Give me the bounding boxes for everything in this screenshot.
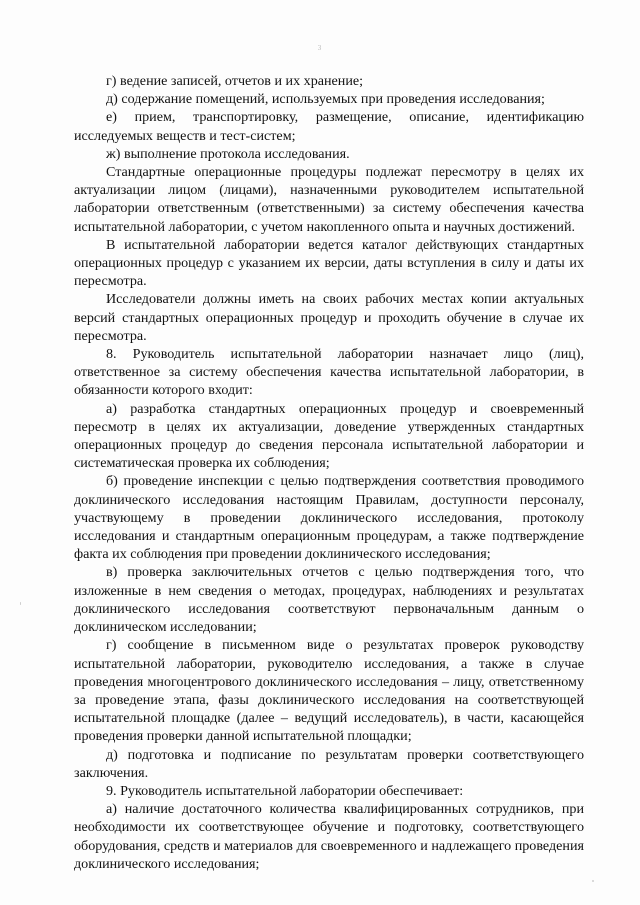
paragraph-clause-8-g: г) сообщение в письменном виде о результатах проверок руководству испытательной лаборатории, руководителю исследования, а также в случае проведения многоцентрового доклинического исследования – лицу, ответственному за проведение этапа, фазы доклинического исследования на соответствующей испытательной площадке (далее – ведущий исследователь), в части, касающейся проведения проверки данной испытательной площадки; (74, 637, 584, 745)
scan-speck (20, 602, 21, 605)
paragraph-item-zh: ж) выполнение протокола исследования. (106, 145, 350, 162)
page-number: 3 (317, 44, 323, 52)
paragraph-clause-8: 8. Руководитель испытательной лаборатории назначает лицо (лиц), ответственное за систему обеспечения качества испытательной лаборатории, в обязанности которого входит: (74, 346, 584, 399)
paragraph-sop-catalog: В испытательной лаборатории ведется каталог действующих стандартных операционных процедур с указанием их версии, даты вступления в силу и даты их пересмотра. (74, 236, 584, 290)
paragraph-researchers-copies: Исследователи должны иметь на своих рабочих местах копии актуальных версий стандартных операционных процедур и проходить обучение в случае их пересмотра. (74, 291, 584, 344)
paragraph-clause-9: 9. Руководитель испытательной лаборатории обеспечивает: (106, 782, 464, 799)
paragraph-item-d: д) содержание помещений, используемых при проведения исследования; (106, 91, 545, 108)
paragraph-clause-8-d: д) подготовка и подписание по результатам проверки соответствующего заключения. (74, 746, 584, 781)
paragraph-clause-8-b: б) проведение инспекции с целью подтверждения соответствия проводимого доклинического исследования настоящим Правилам, доступности персоналу, участвующему в проведении доклинического исследования, протоколу исследования и стандартным операционным процедурам, а также подтверждение факта их соблюдения при проведении доклинического исследования; (74, 473, 584, 563)
paragraph-clause-9-a: а) наличие достаточного количества квалифицированных сотрудников, при необходимости их соответствующее обучение и подготовку, соответствующего оборудования, средств и материалов для своевременного и надлежащего проведения доклинического исследования; (74, 801, 584, 872)
paragraph-clause-8-v: в) проверка заключительных отчетов с целью подтверждения того, что изложенные в нем сведения о методах, процедурах, наблюдениях и результатах доклинического исследования соответствуют первоначальным данным о доклиническом исследовании; (74, 564, 584, 636)
document-body (74, 72, 584, 873)
paragraph-clause-8-a: а) разработка стандартных операционных процедур и своевременный пересмотр в целях их актуализации, доведение утвержденных стандартных операционных процедур до сведения персонала испытательной лаборатории и систематическая проверка их соблюдения; (74, 400, 584, 472)
paragraph-sop-review: Стандартные операционные процедуры подлежат пересмотру в целях их актуализации лицом (лицами), назначенными руководителем испытательной лаборатории ответственным (ответственными) за систему обеспечения качества испытательной лаборатории, с учетом накопленного опыта и научных достижений. (74, 164, 584, 235)
paragraph-item-e: е) прием, транспортировку, размещение, описание, идентификацию исследуемых веществ и тест-систем; (74, 109, 584, 144)
scan-speck (592, 880, 594, 882)
paragraph-item-g: г) ведение записей, отчетов и их хранение; (106, 73, 364, 89)
